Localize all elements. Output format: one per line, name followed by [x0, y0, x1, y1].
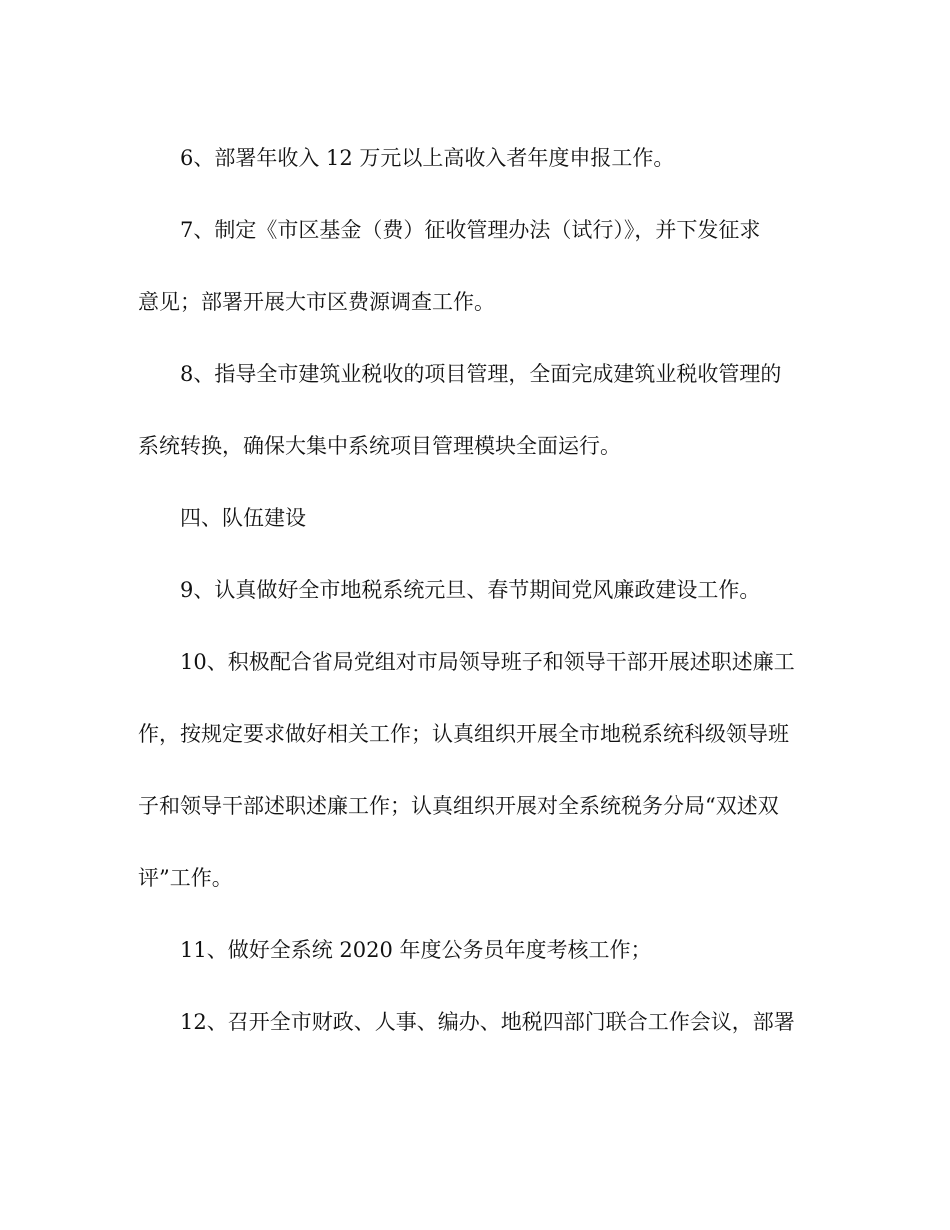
document-line: 6、部署年收入 12 万元以上高收入者年度申报工作。 — [180, 146, 675, 170]
document-line: 作，按规定要求做好相关工作；认真组织开展全市地税系统科级领导班 — [138, 722, 789, 746]
document-line: 10、积极配合省局党组对市局领导班子和领导干部开展述职述廉工 — [180, 650, 795, 674]
document-line: 意见；部署开展大市区费源调查工作。 — [138, 290, 495, 314]
document-line: 7、制定《市区基金（费）征收管理办法（试行）》，并下发征求 — [180, 218, 761, 242]
document-line: 评”工作。 — [138, 866, 233, 890]
document-line: 8、指导全市建筑业税收的项目管理，全面完成建筑业税收管理的 — [180, 362, 782, 386]
section-heading: 四、队伍建设 — [180, 506, 306, 530]
document-line: 9、认真做好全市地税系统元旦、春节期间党风廉政建设工作。 — [180, 578, 761, 602]
document-line: 12、召开全市财政、人事、编办、地税四部门联合工作会议，部署 — [180, 1010, 795, 1034]
document-line: 11、做好全系统 2020 年度公务员年度考核工作； — [180, 938, 652, 962]
document-line: 子和领导干部述职述廉工作；认真组织开展对全系统税务分局“双述双 — [138, 794, 779, 818]
document-line: 系统转换，确保大集中系统项目管理模块全面运行。 — [138, 434, 621, 458]
